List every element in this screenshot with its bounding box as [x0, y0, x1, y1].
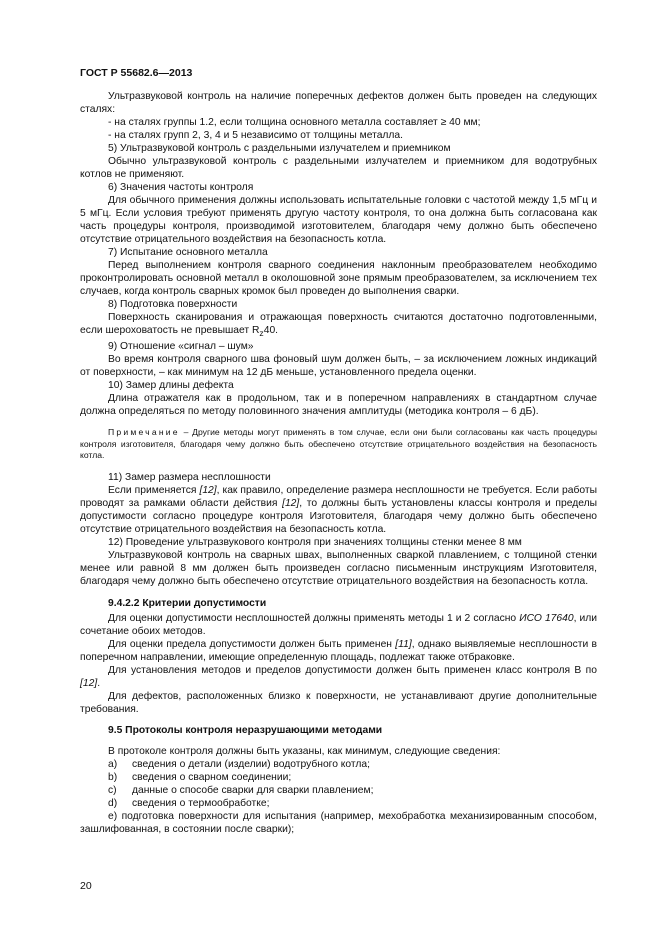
- paragraph: Во время контроля сварного шва фоновый шум должен быть, – за исключением ложных индикаций от поверхности, – как минимум на 12 дБ меньше, установленного предела оценки.: [80, 354, 597, 379]
- section-heading: 9.4.2.2 Критерии допустимости: [108, 597, 267, 609]
- paragraph: В протоколе контроля должны быть указаны, как минимум, следующие сведения:: [108, 745, 501, 757]
- paragraph: Ультразвуковой контроль на наличие поперечных дефектов должен быть проведен на следующих сталях:: [80, 91, 597, 115]
- list-item: d) сведения о термообработке;: [108, 797, 270, 809]
- paragraph: 9) Отношение «сигнал – шум»: [108, 341, 254, 353]
- paragraph: Для оценки допустимости несплошностей должны применять методы 1 и 2 согласно ИСО 17640, или сочетание обоих методов.: [80, 612, 597, 637]
- paragraph: Для дефектов, расположенных близко к поверхности, не устанавливают другие дополнительные требования.: [80, 690, 597, 715]
- note-label: Примечание: [108, 427, 180, 438]
- paragraph: 7) Испытание основного металла: [108, 247, 268, 258]
- note-text: – Другие методы могут применять в том случае, если они были согласованы как часть процедуры контроля изготовителя, благодаря чему должно быть обеспечено отсутствие отрицательного воздействия на безопасность котла.: [80, 427, 597, 461]
- paragraph: Для оценки предела допустимости должен быть применен [11], однако выявляемые несплошности в поперечном направлении, имеющие определенную площадь, подлежат также отбраковке.: [80, 638, 597, 663]
- list-item: а) сведения о детали (изделии) водотрубного котла;: [108, 758, 370, 770]
- paragraph: Для обычного применения должны использовать испытательные головки с частотой между 1,5 мГц и 5 мГц. Если условия требуют применять другую частоту контроля, то она должна быть согласована как часть процедуры контроля, производимой изготовителем, благодаря чему должно быть обеспечено отсутствие отрицательного воздействия на безопасность котла.: [80, 195, 597, 245]
- paragraph: Ультразвуковой контроль на сварных швах, выполненных сваркой плавлением, с толщиной стенки менее или равной 8 мм должен быть произведен согласно письменным инструкциям Изготовителя, благодаря чему должно быть обеспечено отсутствие отрицательного воздействия на безопасность котла.: [80, 549, 597, 587]
- document-body: [80, 90, 597, 836]
- paragraph: 11) Замер размера несплошности: [108, 471, 271, 483]
- document-header: ГОСТ Р 55682.6—2013: [80, 67, 193, 79]
- paragraph: Для установления методов и пределов допустимости должен быть применен класс контроля В по [12].: [80, 664, 597, 689]
- paragraph: 8) Подготовка поверхности: [108, 299, 238, 310]
- paragraph: 6) Значения частоты контроля: [108, 182, 254, 193]
- paragraph: 5) Ультразвуковой контроль с раздельными излучателем и приемником: [108, 143, 451, 154]
- paragraph: Если применяется [12], как правило, определение размера несплошности не требуется. Если работы проводят за рамками области действия [12], то должны быть установлены классы контроля и пределы допустимости согласно процедуре контроля Изготовителя, благодаря чему должно быть обеспечено отсутствие отрицательного воздействия на безопасность котла.: [80, 484, 597, 535]
- paragraph: 10) Замер длины дефекта: [108, 380, 234, 392]
- paragraph: Обычно ультразвуковой контроль с раздельными излучателем и приемником для водотрубных котлов не применяют.: [80, 156, 597, 180]
- paragraph: Перед выполнением контроля сварного соединения наклонным преобразователем необходимо проконтролировать основной металл в околошовной зоне прямым преобразователем, за исключением тех случаев, когда контроль сварных кромок был проведен до выполнения сварки.: [80, 260, 597, 297]
- list-item: c) данные о способе сварки для сварки плавлением;: [108, 784, 374, 796]
- paragraph: 12) Проведение ультразвукового контроля при значениях толщины стенки менее 8 мм: [108, 536, 522, 548]
- paragraph: Длина отражателя как в продольном, так и в поперечном направлениях в стандартном случае должна определяться по методу половинного значения амплитуды (методика контроля – 6 дБ).: [80, 393, 597, 418]
- paragraph: - на сталях группы 1.2, если толщина основного металла составляет ≥ 40 мм;: [108, 117, 481, 128]
- note: [80, 427, 597, 462]
- paragraph-roughness: Поверхность сканирования и отражающая поверхность считаются достаточно подготовленными, если шероховатость не превышает $R_z40$.: [80, 312, 597, 339]
- list-item: b) сведения о сварном соединении;: [108, 771, 292, 783]
- section-heading: 9.5 Протоколы контроля неразрушающими методами: [108, 724, 383, 736]
- paragraph: - на сталях групп 2, 3, 4 и 5 независимо от толщины металла.: [108, 130, 404, 141]
- list-item: е) подготовка поверхности для испытания (например, мехобработка механизированным способом, зашлифованная, в состоянии после сварки);: [80, 810, 597, 835]
- page-number: 20: [80, 880, 92, 892]
